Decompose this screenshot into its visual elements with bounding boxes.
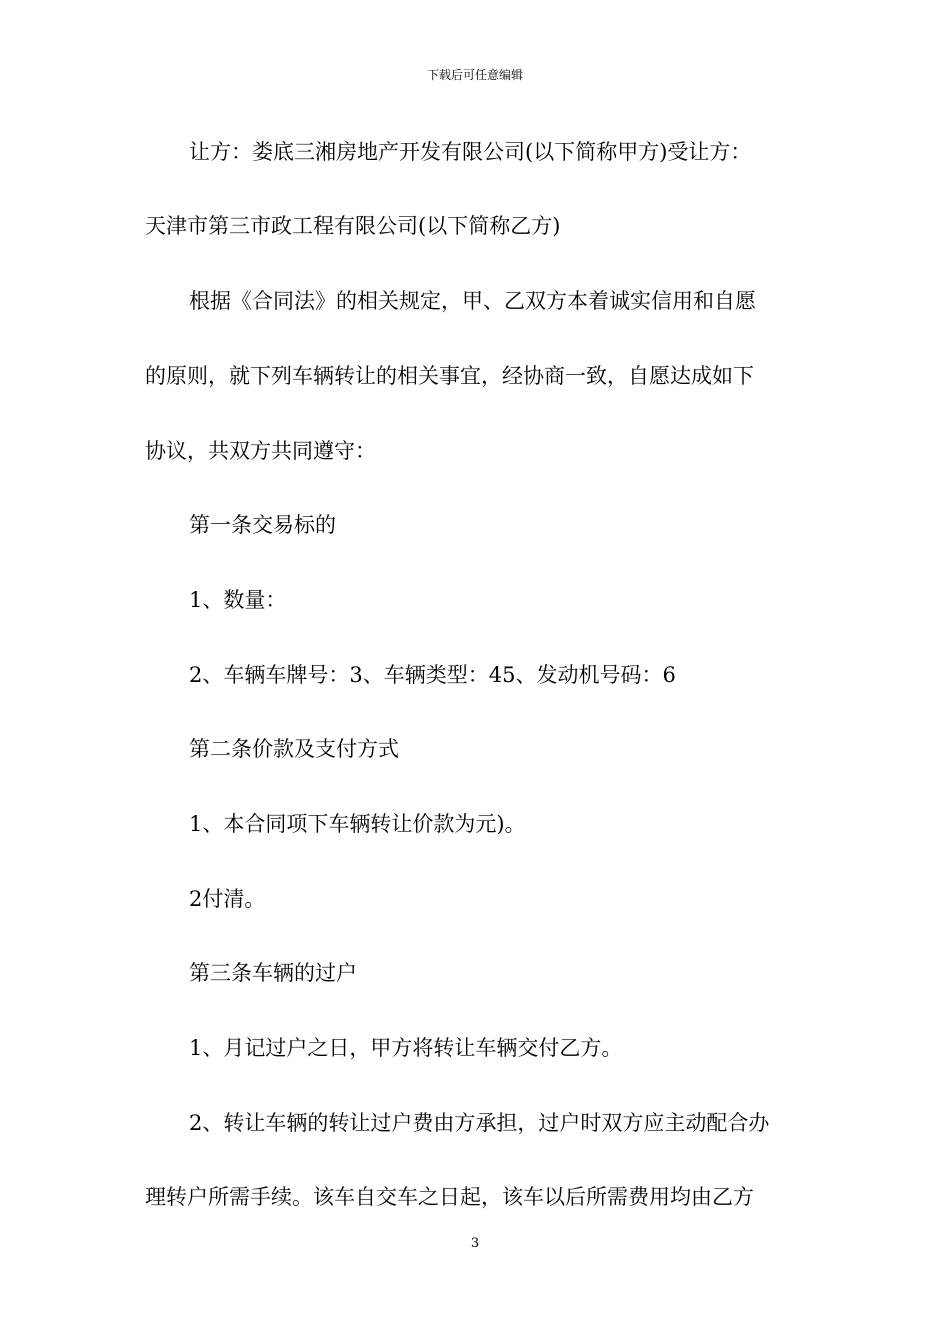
paragraph-line: 的原则，就下列车辆转让的相关事宜，经协商一致，自愿达成如下: [145, 364, 754, 388]
page-number: 3: [470, 1236, 480, 1251]
paragraph-line: 理转户所需手续。该车自交车之日起，该车以后所需费用均由乙方: [145, 1185, 754, 1209]
paragraph-line: 协议，共双方共同遵守：: [145, 439, 376, 463]
paragraph-line: 天津市第三市政工程有限公司(以下简称乙方): [145, 214, 561, 238]
paragraph-line: 2、车辆车牌号：3、车辆类型：45、发动机号码：6: [189, 663, 676, 687]
paragraph-line: 根据《合同法》的相关规定，甲、乙双方本着诚实信用和自愿: [189, 289, 756, 313]
section-heading: 第三条车辆的过户: [189, 961, 357, 985]
paragraph-line: 2、转让车辆的转让过户费由方承担，过户时双方应主动配合办: [189, 1111, 770, 1135]
page-header: 下载后可任意编辑: [426, 68, 523, 82]
paragraph-line: 1、本合同项下车辆转让价款为元)。: [189, 812, 526, 836]
paragraph-line: 1、数量：: [189, 588, 287, 612]
paragraph-line: 2付清。: [189, 887, 266, 911]
section-heading: 第一条交易标的: [189, 513, 336, 537]
paragraph-line: 让方：娄底三湘房地产开发有限公司(以下简称甲方)受让方：: [189, 140, 752, 164]
section-heading: 第二条价款及支付方式: [189, 737, 399, 761]
paragraph-line: 1、月记过户之日，甲方将转让车辆交付乙方。: [189, 1036, 623, 1060]
